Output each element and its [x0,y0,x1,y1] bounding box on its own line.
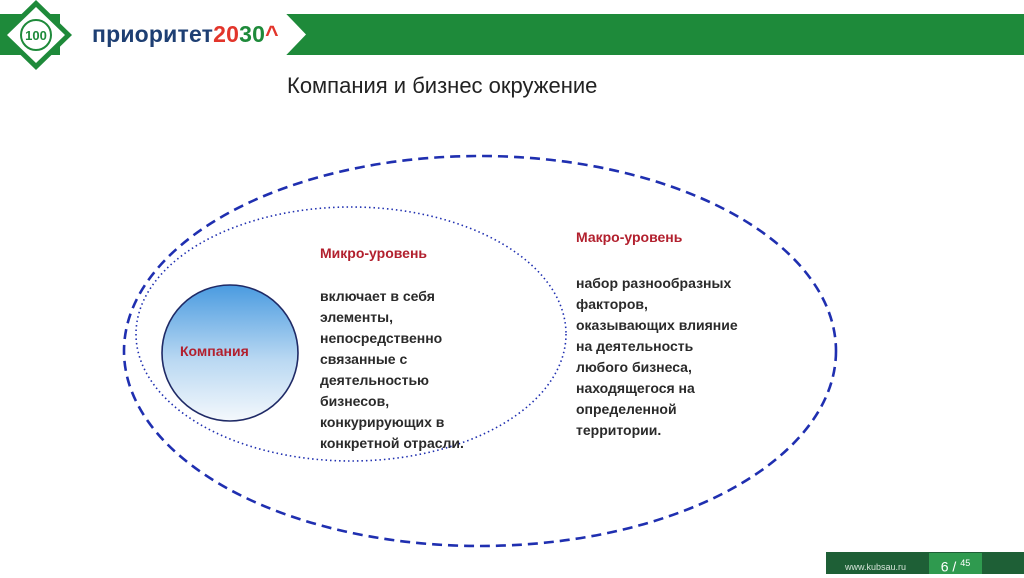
page-number: 6 / [940,558,957,575]
slide-title: Компания и бизнес окружение [287,73,598,98]
brand-year-a: 20 [213,21,240,47]
page-total: 45 [960,558,971,568]
micro-level-description: включает в себя элементы, непосредственно связанные с деятельностью бизнесов, конкурирующих в конкретной отрасли. [320,288,464,451]
company-label: Компания [180,343,249,359]
macro-level-description: набор разнообразных факторов, оказывающих влияние на деятельность любого бизнеса, находящегося на определенной территории. [576,275,738,438]
brand-word: приоритет [92,21,214,47]
micro-level-label: Микро-уровень [320,245,428,261]
footer-url[interactable]: www.kubsau.ru [845,562,907,572]
page-counter [929,553,982,574]
logo-text: 100 [25,28,47,43]
macro-level-label: Макро-уровень [576,229,683,245]
brand-year-b: 30 [239,21,266,47]
brand-mark: ^ [265,21,279,47]
